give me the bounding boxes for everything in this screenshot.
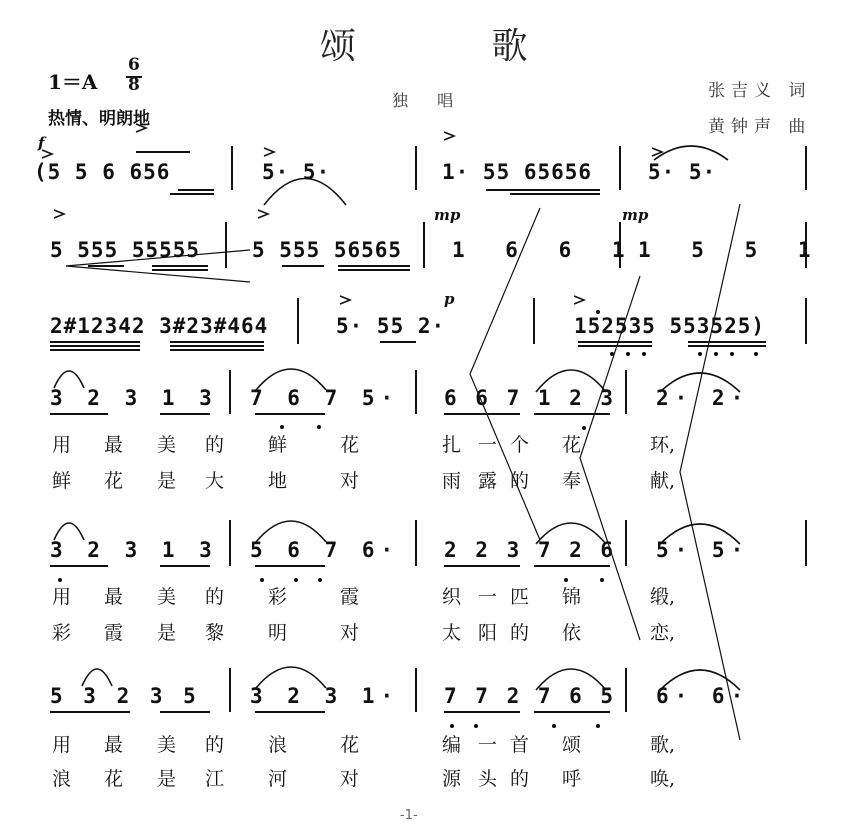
verse2-lyric-b-syllable: 依 bbox=[562, 622, 582, 644]
intro-measure-6: 5 555 56565 bbox=[252, 238, 403, 262]
verse3-lyric-b-syllable: 浪 bbox=[52, 768, 72, 790]
verse3-lyric-a-syllable: 歌, bbox=[650, 734, 676, 756]
intro-measure-10: 5· 55 2· bbox=[336, 314, 446, 338]
time-signature-denominator: 8 bbox=[128, 75, 140, 95]
verse3-lyric-a-syllable: 浪 bbox=[268, 734, 288, 756]
verse3-lyric-b-syllable: 江 bbox=[205, 768, 225, 790]
verse2-lyric-b-syllable: 的 bbox=[510, 622, 530, 644]
verse1-lyric-b-syllable: 大 bbox=[205, 470, 225, 492]
verse2-lyric-a-syllable: 用 bbox=[52, 586, 72, 608]
verse1-lyric-a-syllable: 花 bbox=[340, 434, 360, 456]
verse2-lyric-b-syllable: 是 bbox=[157, 622, 177, 644]
slur bbox=[536, 669, 606, 690]
verse1-lyric-a-syllable: 个 bbox=[510, 434, 530, 456]
verse1-lyric-b-syllable: 鲜 bbox=[52, 470, 72, 492]
octave-dot bbox=[642, 352, 646, 356]
verse2-measure-3: 2 2 3 7 2 6 bbox=[444, 538, 617, 562]
octave-dot bbox=[714, 352, 718, 356]
octave-dot bbox=[450, 724, 454, 728]
octave-dot bbox=[730, 352, 734, 356]
verse2-lyric-a-syllable: 美 bbox=[157, 586, 177, 608]
verse3-lyric-b-syllable: 花 bbox=[104, 768, 124, 790]
verse3-lyric-b-syllable: 头 bbox=[478, 768, 498, 790]
intro-measure-1: (5 5 6 656 bbox=[34, 160, 171, 184]
verse2-lyric-b-syllable: 明 bbox=[268, 622, 288, 644]
verse2-lyric-a-syllable: 一 bbox=[478, 586, 498, 608]
verse1-lyric-a-syllable: 环, bbox=[650, 434, 676, 456]
accent-mark bbox=[258, 210, 268, 218]
intro-measure-9: 2#12342 3#23#464 bbox=[50, 314, 269, 338]
verse2-lyric-a-syllable: 霞 bbox=[340, 586, 360, 608]
dynamic-p: p bbox=[444, 290, 455, 308]
verse3-measure-2: 3 2 3 1· bbox=[250, 684, 400, 708]
accent-mark bbox=[42, 150, 52, 158]
verse1-lyric-b-syllable: 奉 bbox=[562, 470, 582, 492]
verse1-measure-3: 6 6 7 1 2 3 bbox=[444, 386, 617, 410]
intro-measure-11: 152535 553525) bbox=[574, 314, 766, 338]
octave-dot bbox=[754, 352, 758, 356]
intro-measure-8: 1 5 5 1 bbox=[638, 238, 825, 262]
verse3-measure-1: 5 3 2 3 5 bbox=[50, 684, 200, 708]
accent-mark bbox=[54, 210, 64, 218]
intro-measure-2: 5· 5· bbox=[262, 160, 331, 184]
verse3-lyric-b-syllable: 呼 bbox=[562, 768, 582, 790]
slur bbox=[54, 371, 84, 388]
verse3-lyric-b-syllable: 对 bbox=[340, 768, 360, 790]
verse3-lyric-a-syllable: 最 bbox=[104, 734, 124, 756]
octave-dot bbox=[552, 724, 556, 728]
octave-dot bbox=[600, 578, 604, 582]
octave-dot bbox=[260, 578, 264, 582]
verse2-measure-4: 5· 5· bbox=[656, 538, 750, 562]
verse1-lyric-b-syllable: 雨 bbox=[442, 470, 462, 492]
accent-mark bbox=[264, 148, 274, 156]
accent-mark bbox=[444, 132, 454, 140]
verse1-measure-4: 2· 2· bbox=[656, 386, 750, 410]
verse2-lyric-b-syllable: 对 bbox=[340, 622, 360, 644]
verse2-lyric-b-syllable: 阳 bbox=[478, 622, 498, 644]
hairpin bbox=[680, 204, 740, 740]
octave-dot bbox=[626, 352, 630, 356]
verse2-lyric-a-syllable: 匹 bbox=[510, 586, 530, 608]
intro-measure-4: 5· 5· bbox=[648, 160, 717, 184]
octave-dot bbox=[58, 578, 62, 582]
verse3-measure-4: 6· 6· bbox=[656, 684, 750, 708]
hairpin bbox=[580, 276, 640, 640]
intro-measure-5: 5 555 55555 bbox=[50, 238, 201, 262]
octave-dot bbox=[294, 578, 298, 582]
slur bbox=[264, 179, 346, 206]
verse2-lyric-a-syllable: 缎, bbox=[650, 586, 676, 608]
intro-measure-7: 1 6 6 1 bbox=[452, 238, 639, 262]
verse1-lyric-b-syllable: 露 bbox=[478, 470, 498, 492]
verse2-lyric-b-syllable: 霞 bbox=[104, 622, 124, 644]
accent-mark bbox=[340, 296, 350, 304]
verse3-lyric-b-syllable: 的 bbox=[510, 768, 530, 790]
verse1-lyric-b-syllable: 对 bbox=[340, 470, 360, 492]
intro-measure-3: 1· 55 65656 bbox=[442, 160, 593, 184]
verse1-lyric-a-syllable: 鲜 bbox=[268, 434, 288, 456]
verse1-lyric-a-syllable: 最 bbox=[104, 434, 124, 456]
verse1-measure-1: 3 2 3 1 3 bbox=[50, 386, 218, 410]
verse2-measure-2: 5 6 7 6· bbox=[250, 538, 400, 562]
verse2-lyric-b-syllable: 彩 bbox=[52, 622, 72, 644]
verse2-lyric-a-syllable: 锦 bbox=[562, 586, 582, 608]
verse3-lyric-a-syllable: 首 bbox=[510, 734, 530, 756]
verse3-lyric-b-syllable: 河 bbox=[268, 768, 288, 790]
expression-mark: 热情、明朗地 bbox=[48, 109, 150, 129]
verse1-lyric-a-syllable: 用 bbox=[52, 434, 72, 456]
verse1-lyric-a-syllable: 扎 bbox=[442, 434, 462, 456]
verse1-measure-2: 7 6 7 5· bbox=[250, 386, 400, 410]
verse1-lyric-a-syllable: 的 bbox=[205, 434, 225, 456]
slur bbox=[256, 521, 326, 542]
verse2-lyric-a-syllable: 的 bbox=[205, 586, 225, 608]
key-signature: 1＝A bbox=[48, 70, 98, 94]
octave-dot bbox=[610, 352, 614, 356]
octave-dot bbox=[564, 578, 568, 582]
verse3-lyric-a-syllable: 编 bbox=[442, 734, 462, 756]
slur bbox=[536, 523, 606, 544]
composer-credit: 黄钟声 曲 bbox=[708, 117, 812, 137]
dynamic-f: f bbox=[38, 134, 45, 152]
verse3-lyric-a-syllable: 一 bbox=[478, 734, 498, 756]
verse3-lyric-b-syllable: 源 bbox=[442, 768, 462, 790]
accent-mark bbox=[136, 124, 146, 132]
verse2-lyric-b-syllable: 太 bbox=[442, 622, 462, 644]
performance-type: 独 唱 bbox=[392, 91, 466, 110]
hairpin bbox=[470, 208, 540, 540]
octave-dot bbox=[474, 724, 478, 728]
verse2-lyric-a-syllable: 织 bbox=[442, 586, 462, 608]
verse3-lyric-a-syllable: 颂 bbox=[562, 734, 582, 756]
octave-dot bbox=[582, 426, 586, 430]
verse2-lyric-b-syllable: 恋, bbox=[650, 622, 676, 644]
verse3-lyric-a-syllable: 用 bbox=[52, 734, 72, 756]
octave-dot bbox=[280, 425, 284, 429]
verse3-lyric-b-syllable: 是 bbox=[157, 768, 177, 790]
slur bbox=[660, 524, 740, 544]
octave-dot bbox=[318, 578, 322, 582]
verse3-lyric-a-syllable: 花 bbox=[340, 734, 360, 756]
verse1-lyric-b-syllable: 的 bbox=[510, 470, 530, 492]
slur bbox=[82, 669, 112, 686]
octave-dot bbox=[596, 724, 600, 728]
slur bbox=[54, 523, 84, 540]
verse2-measure-1: 3 2 3 1 3 bbox=[50, 538, 218, 562]
verse3-lyric-a-syllable: 的 bbox=[205, 734, 225, 756]
octave-dot bbox=[596, 310, 600, 314]
lyricist-credit: 张吉义 词 bbox=[708, 81, 812, 101]
verse1-lyric-a-syllable: 美 bbox=[157, 434, 177, 456]
slur bbox=[654, 146, 728, 160]
verse1-lyric-b-syllable: 献, bbox=[650, 470, 676, 492]
octave-dot bbox=[317, 425, 321, 429]
verse2-lyric-a-syllable: 彩 bbox=[268, 586, 288, 608]
slur bbox=[256, 369, 326, 390]
verse1-lyric-b-syllable: 是 bbox=[157, 470, 177, 492]
verse3-measure-3: 7 7 2 7 6 5 bbox=[444, 684, 617, 708]
time-signature-numerator: 6 bbox=[128, 55, 140, 75]
verse1-lyric-a-syllable: 一 bbox=[478, 434, 498, 456]
verse1-lyric-b-syllable: 花 bbox=[104, 470, 124, 492]
page-number: -1- bbox=[400, 808, 418, 823]
slur bbox=[256, 667, 326, 688]
verse1-lyric-b-syllable: 地 bbox=[268, 470, 288, 492]
verse1-lyric-a-syllable: 花 bbox=[562, 434, 582, 456]
dynamic-mp: mp bbox=[622, 206, 649, 224]
accent-mark bbox=[574, 296, 584, 304]
verse3-lyric-b-syllable: 唤, bbox=[650, 768, 676, 790]
verse2-lyric-a-syllable: 最 bbox=[104, 586, 124, 608]
dynamic-mp: mp bbox=[434, 206, 461, 224]
verse3-lyric-a-syllable: 美 bbox=[157, 734, 177, 756]
slur bbox=[536, 370, 606, 392]
octave-dot bbox=[698, 352, 702, 356]
verse2-lyric-b-syllable: 黎 bbox=[205, 622, 225, 644]
song-title: 颂 歌 bbox=[320, 26, 590, 67]
